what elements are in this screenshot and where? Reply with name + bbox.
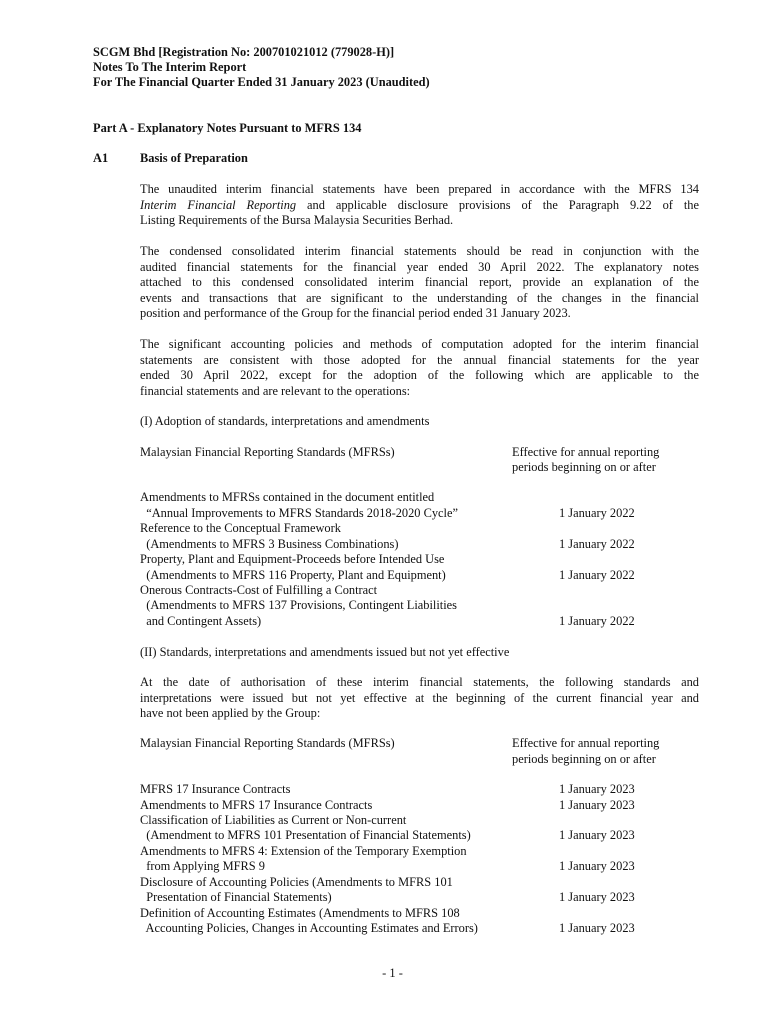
subsection-2-intro-line: At the date of authorisation of these interim financial statements, the following standards and: [140, 675, 699, 689]
table-2-row-label: from Applying MFRS 9: [140, 859, 265, 873]
table-2-row-label: Presentation of Financial Statements): [140, 890, 332, 904]
subsection-1-heading: (I) Adoption of standards, interpretations and amendments: [140, 414, 430, 428]
standard-title-italic: Interim Financial Reporting: [140, 197, 297, 212]
table-2-row-date: 1 January 2023: [559, 921, 635, 935]
table-1-row-date: 1 January 2022: [559, 506, 635, 520]
paragraph-3: [140, 337, 699, 399]
table-2-row-label: Amendments to MFRS 17 Insurance Contracts: [140, 798, 373, 812]
table-2-col-standards: Malaysian Financial Reporting Standards (MFRSs): [140, 736, 395, 750]
header-period: For The Financial Quarter Ended 31 January 2023 (Unaudited): [93, 75, 430, 89]
table-1-row-label: Reference to the Conceptual Framework: [140, 521, 341, 535]
paragraph-3-line: statements are consistent with those adopted for the annual financial statements for the year: [140, 352, 699, 367]
table-1-col-effective-1: Effective for annual reporting: [512, 445, 660, 459]
table-2-row-label: Definition of Accounting Estimates (Amendments to MFRS 108: [140, 906, 460, 920]
table-1-row-label: (Amendments to MFRS 116 Property, Plant and Equipment): [140, 568, 446, 582]
subsection-2-intro-line: interpretations were issued but not yet effective at the beginning of the current financial year and: [140, 690, 699, 705]
paragraph-1-line: The unaudited interim financial statements have been prepared in accordance with the MFRS 134: [140, 182, 699, 196]
section-title: Basis of Preparation: [140, 151, 248, 165]
paragraph-2-line: attached to this condensed consolidated interim financial report, provide an explanation of the: [140, 275, 699, 290]
paragraph-1: [140, 182, 699, 229]
table-1-row-label: Onerous Contracts-Cost of Fulfilling a Contract: [140, 583, 378, 597]
paragraph-1-line-rest: and applicable disclosure provisions of the Paragraph 9.22 of the: [296, 197, 699, 212]
table-2-row-date: 1 January 2023: [559, 859, 635, 873]
paragraph-3-line: financial statements and are relevant to the operations:: [140, 383, 411, 398]
paragraph-1-line: [140, 198, 699, 214]
table-2-col-effective-1: Effective for annual reporting: [512, 736, 660, 750]
table-2-row-label: Accounting Policies, Changes in Accounting Estimates and Errors): [140, 921, 478, 935]
paragraph-3-line: The significant accounting policies and methods of computation adopted for the interim financial: [140, 337, 699, 351]
paragraph-2-line: The condensed consolidated interim financial statements should be read in conjunction with the: [140, 244, 699, 258]
table-1-row-label: (Amendments to MFRS 137 Provisions, Contingent Liabilities: [140, 598, 458, 612]
table-2-row-date: 1 January 2023: [559, 828, 635, 842]
table-1-row-label: Amendments to MFRSs contained in the document entitled: [140, 490, 435, 504]
header-report-title: Notes To The Interim Report: [93, 60, 247, 74]
table-2-row-label: Amendments to MFRS 4: Extension of the Temporary Exemption: [140, 844, 467, 858]
table-1-row-date: 1 January 2022: [559, 568, 635, 582]
paragraph-2-line: audited financial statements for the financial year ended 30 April 2022. The explanatory notes: [140, 259, 699, 274]
section-number: A1: [93, 151, 109, 165]
table-1-row-label: (Amendments to MFRS 3 Business Combinations): [140, 537, 399, 551]
table-2-row-date: 1 January 2023: [559, 798, 635, 812]
table-1-row-label: “Annual Improvements to MFRS Standards 2018-2020 Cycle”: [140, 506, 458, 520]
table-2-row-label: Disclosure of Accounting Policies (Amendments to MFRS 101: [140, 875, 453, 889]
page-number: - 1 -: [382, 966, 403, 980]
part-title: Part A - Explanatory Notes Pursuant to MFRS 134: [93, 121, 362, 135]
subsection-2-intro: [140, 675, 699, 722]
paragraph-1-line: Listing Requirements of the Bursa Malaysia Securities Berhad.: [140, 213, 454, 228]
table-1-col-effective-2: periods beginning on or after: [512, 460, 656, 474]
table-2-row-date: 1 January 2023: [559, 782, 635, 796]
header-company: SCGM Bhd [Registration No: 200701021012 (779028-H)]: [93, 45, 395, 59]
paragraph-2-line: events and transactions that are significant to the understanding of the changes in the financial: [140, 290, 699, 305]
table-2-col-effective-2: periods beginning on or after: [512, 752, 656, 766]
table-2-row-label: MFRS 17 Insurance Contracts: [140, 782, 291, 796]
paragraph-2: [140, 244, 699, 322]
paragraph-2-line: position and performance of the Group for the financial period ended 31 January 2023.: [140, 306, 571, 321]
subsection-2-heading: (II) Standards, interpretations and amendments issued but not yet effective: [140, 645, 510, 659]
paragraph-3-line: ended 30 April 2022, except for the adoption of the following which are applicable to the: [140, 368, 699, 383]
table-2-row-label: Classification of Liabilities as Current or Non-current: [140, 813, 407, 827]
table-1-row-date: 1 January 2022: [559, 614, 635, 628]
table-2-row-label: (Amendment to MFRS 101 Presentation of Financial Statements): [140, 828, 471, 842]
subsection-2-intro-line: have not been applied by the Group:: [140, 706, 321, 721]
table-1-row-label: and Contingent Assets): [140, 614, 262, 628]
table-1-row-label: Property, Plant and Equipment-Proceeds before Intended Use: [140, 552, 445, 566]
table-2-row-date: 1 January 2023: [559, 890, 635, 904]
table-1-col-standards: Malaysian Financial Reporting Standards (MFRSs): [140, 445, 395, 459]
table-1-row-date: 1 January 2022: [559, 537, 635, 551]
